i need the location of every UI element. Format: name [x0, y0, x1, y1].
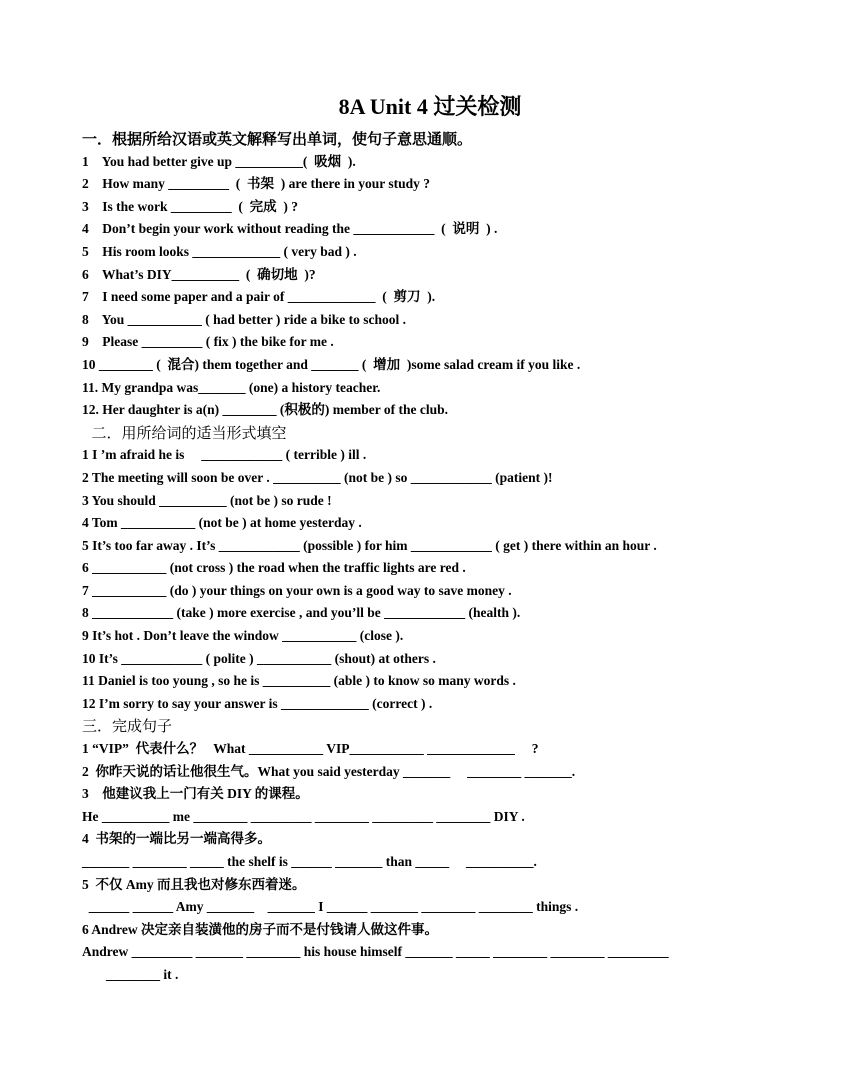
s2-item-9: 9 It’s hot . Don’t leave the window ___________ (close ). — [82, 628, 404, 644]
s3-line-3: 3 他建议我上一门有关 DIY 的课程。 — [82, 786, 309, 802]
s3-line-6: _______ ________ _____ the shelf is ______ _______ than _____ __________. — [82, 854, 537, 869]
s1-item-3: 3 Is the work _________ ( 完成 ) ? — [82, 198, 298, 214]
s3-line-5: 4 书架的一端比另一端高得多。 — [82, 831, 271, 847]
s2-item-12: 12 I’m sorry to say your answer is _____________ (correct ) . — [82, 695, 433, 711]
s1-item-9: 9 Please _________ ( fix ) the bike for me . — [82, 334, 334, 350]
section-1-heading: 一．根据所给汉语或英文解释写出单词，使句子意思通顺。 — [82, 130, 473, 148]
worksheet-body — [82, 128, 802, 987]
s3-line-4: He __________ me ________ _________ ________ _________ ________ DIY . — [82, 808, 525, 824]
s1-item-4: 4 Don’t begin your work without reading the ____________ ( 说明 ) . — [82, 221, 498, 237]
s3-line-7: 5 不仅 Amy 而且我也对修东西着迷。 — [82, 876, 306, 892]
s1-item-11: 11. My grandpa was_______ (one) a history teacher. — [82, 379, 381, 395]
s3-line-2: 2 你昨天说的话让他很生气。What you said yesterday _______ ________ _______. — [82, 763, 576, 779]
s3-line-1: 1 “VIP” 代表什么？ What ___________ VIP___________ _____________ ? — [82, 741, 539, 757]
s2-item-1: 1 I ’m afraid he is ____________ ( terrible ) ill . — [82, 447, 367, 463]
s2-item-7: 7 ___________ (do ) your things on your own is a good way to save money . — [82, 582, 512, 598]
s1-item-1: 1 You had better give up __________( 吸烟 ). — [82, 153, 356, 169]
s2-item-6: 6 ___________ (not cross ) the road when the traffic lights are red . — [82, 560, 466, 576]
s3-line-10: Andrew _________ _______ ________ his house himself _______ _____ ________ ________ _________ — [82, 944, 669, 960]
s2-item-3: 3 You should __________ (not be ) so rude ! — [82, 492, 332, 508]
s1-item-2: 2 How many _________ ( 书架 ) are there in your study ? — [82, 176, 431, 192]
s1-item-7: 7 I need some paper and a pair of _____________ ( 剪刀 ). — [82, 289, 436, 305]
section-3-heading: 三．完成句子 — [82, 717, 173, 736]
s3-line-9: 6 Andrew 决定亲自装潢他的房子而不是付钱请人做这件事。 — [82, 921, 439, 937]
s1-item-8: 8 You ___________ ( had better ) ride a bike to school . — [82, 311, 406, 327]
s2-item-8: 8 ____________ (take ) more exercise , and you’ll be ____________ (health ). — [82, 605, 521, 621]
s1-item-5: 5 His room looks _____________ ( very bad ) . — [82, 243, 357, 259]
s2-item-5: 5 It’s too far away . It’s ____________ (possible ) for him ____________ ( get ) there within an hour . — [82, 537, 657, 553]
s1-item-12: 12. Her daughter is a(n) ________ (积极的) member of the club. — [82, 402, 448, 418]
section-2-heading: 二．用所给词的适当形式填空 — [82, 423, 287, 442]
page-title: 8A Unit 4 过关检测 — [338, 94, 522, 119]
s2-item-11: 11 Daniel is too young , so he is __________ (able ) to know so many words . — [82, 673, 516, 689]
s3-line-11: ________ it . — [106, 966, 179, 982]
s2-item-4: 4 Tom ___________ (not be ) at home yesterday . — [82, 515, 362, 531]
s2-item-2: 2 The meeting will soon be over . __________ (not be ) so ____________ (patient )! — [82, 469, 553, 485]
s2-item-10: 10 It’s ____________ ( polite ) ___________ (shout) at others . — [82, 650, 436, 666]
s1-item-10: 10 ________ ( 混合) them together and _______ ( 增加 )some salad cream if you like . — [82, 356, 581, 372]
s3-line-8: ______ ______ Amy _______ _______ I ______ _______ ________ ________ things . — [82, 899, 579, 915]
s1-item-6: 6 What’s DIY__________ ( 确切地 )? — [82, 266, 316, 282]
